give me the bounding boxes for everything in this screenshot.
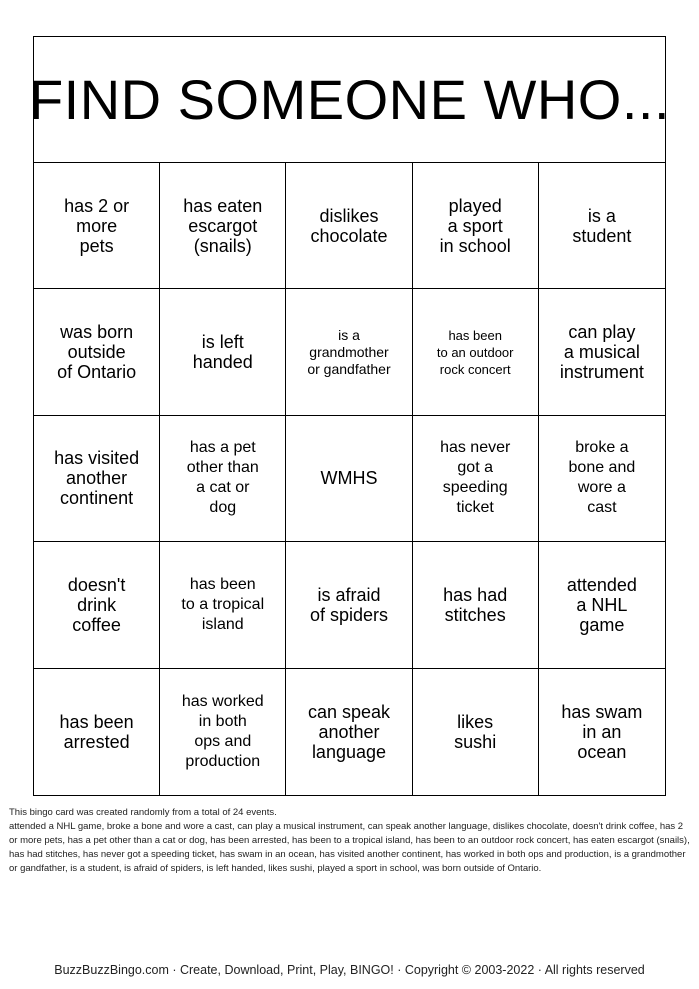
bingo-cell-free [286, 416, 412, 542]
bingo-cell [413, 416, 539, 542]
bingo-card [28, 36, 671, 796]
bingo-cell [413, 289, 539, 415]
bingo-cell [160, 542, 286, 668]
bingo-cell [160, 289, 286, 415]
cell-text: has been to an outdoor rock concert [436, 327, 514, 377]
cell-text: broke a bone and wore a cast [568, 439, 636, 517]
cell-text: was born outside of Ontario [57, 322, 137, 383]
cell-text: doesn't drink coffee [67, 574, 126, 635]
bingo-cell [539, 542, 665, 668]
note-events: attended a NHL game, broke a bone and wore a cast, can play a musical instrument, can speak another language, dislikes chocolate, doesn't drink coffee, has 2 or more pets, has a pet other than a cat or dog, has been arrested, has been to a tropical island, has been to an outdoor rock concert, has eaten escargot (snails), has had stitches, has never got a speeding ticket, has swam in an ocean, has visited another continent, has worked in both ops and production, is a grandmother or gandfather, is a student, is afraid of spiders, is left handed, likes sushi, played a sport in school, was born outside of Ontario. [9, 821, 690, 874]
cell-text: is afraid of spiders [309, 584, 389, 625]
cell-text: attended a NHL game [566, 574, 637, 635]
bingo-cell [286, 669, 412, 795]
cell-text: has a pet other than a cat or dog [186, 439, 259, 517]
bingo-cell [413, 669, 539, 795]
bingo-cell [160, 416, 286, 542]
bingo-cell [286, 542, 412, 668]
note-intro: This bingo card was created randomly from a total of 24 events. [9, 807, 277, 818]
cell-text: has eaten escargot (snails) [183, 195, 263, 256]
bingo-cell [34, 416, 160, 542]
cell-text: has 2 or more pets [64, 195, 130, 256]
cell-text: dislikes chocolate [310, 205, 388, 246]
cell-text: has worked in both ops and production [181, 692, 264, 770]
cell-text: likes sushi [454, 711, 497, 752]
bingo-cell [539, 289, 665, 415]
cell-text: has been to a tropical island [181, 575, 265, 633]
bingo-cell [539, 163, 665, 289]
bingo-cell [34, 163, 160, 289]
cell-text: has been arrested [59, 711, 134, 752]
card-notes [9, 806, 691, 876]
cell-text: has had stitches [443, 584, 508, 625]
footer-copyright: BuzzBuzzBingo.com · Create, Download, Print, Play, BINGO! · Copyright © 2003-2022 · All rights reserved [54, 963, 645, 977]
card-title: FIND SOMEONE WHO... [34, 37, 665, 163]
cell-text: can speak another language [307, 701, 391, 762]
cell-text: has swam in an ocean [561, 701, 643, 762]
cell-text: is left handed [192, 332, 253, 373]
cell-text: has never got a speeding ticket [440, 439, 511, 517]
bingo-cell [413, 542, 539, 668]
bingo-cell [160, 163, 286, 289]
bingo-grid [34, 163, 665, 795]
cell-text: is a student [572, 205, 632, 246]
cell-text: has visited another continent [54, 448, 140, 509]
bingo-cell [539, 416, 665, 542]
cell-text: played a sport in school [439, 195, 511, 256]
bingo-cell [160, 669, 286, 795]
bingo-cell [34, 669, 160, 795]
bingo-cell [286, 289, 412, 415]
bingo-cell [34, 289, 160, 415]
bingo-cell [34, 542, 160, 668]
bingo-cell [286, 163, 412, 289]
bingo-cell [539, 669, 665, 795]
cell-text: WMHS [320, 468, 378, 489]
cell-text: can play a musical instrument [559, 322, 644, 383]
cell-text: is a grandmother or gandfather [307, 326, 391, 377]
bingo-cell [413, 163, 539, 289]
